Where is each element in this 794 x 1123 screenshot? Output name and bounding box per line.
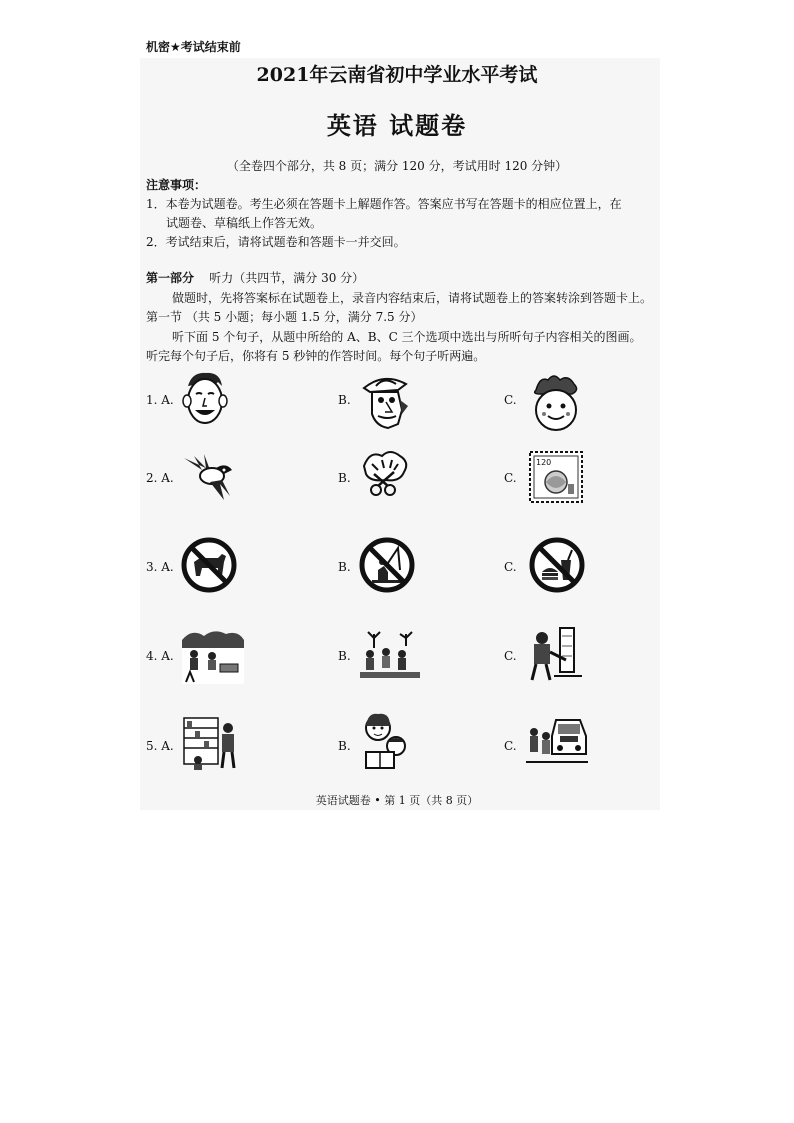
q2-option-b-label: B. <box>338 471 351 485</box>
q5-option-b-label: B. <box>338 739 351 753</box>
section1-directions: 听下面 5 个句子，从题中所给的 A、B、C 三个选项中选出与所听句子内容相关的图画。 <box>172 330 642 344</box>
q4-option-a-label: 4. A. <box>146 649 174 663</box>
q1-a-smiling-man-face-icon <box>180 368 228 430</box>
part1-label: 第一部分 <box>146 271 195 285</box>
part1-heading <box>146 269 364 286</box>
q1-option-c-label: C. <box>504 393 517 407</box>
notice-item-1-cont: 试题卷、草稿纸上作答无效。 <box>166 216 323 230</box>
part1-instruction: 做题时，先将答案标在试题卷上，录音内容结束后，请将试题卷上的答案转涂到答题卡上。 <box>172 291 653 305</box>
q3-option-a-label: 3. A. <box>146 560 174 574</box>
q1-c-child-with-flower-hat-icon <box>528 372 584 432</box>
q4-option-b-label: B. <box>338 649 351 663</box>
secret-mark: 机密★考试结束前 <box>146 40 241 54</box>
q5-option-c-label: C. <box>504 739 517 753</box>
q3-option-b-label: B. <box>338 560 351 574</box>
q5-option-a-label: 5. A. <box>146 739 174 753</box>
q1-b-man-with-hat-icon <box>358 370 412 434</box>
q1-option-b-label: B. <box>338 393 351 407</box>
q1-option-a-label: 1. A. <box>146 393 174 407</box>
q2-a-swallow-bird-icon <box>180 448 238 506</box>
notice-item-2: 2．考试结束后，请将试题卷和答题卡一并交回。 <box>146 235 406 249</box>
q4-a-family-picnic-scene-icon <box>182 628 244 684</box>
q3-b-no-fishing-sign-icon <box>358 536 416 594</box>
q3-c-no-food-or-drink-sign-icon <box>528 536 586 594</box>
stamp-value: 120 <box>536 458 552 467</box>
q2-b-scissors-and-paper-flower-icon <box>356 446 412 504</box>
q3-a-no-dogs-sign-icon <box>180 536 238 594</box>
section1-heading: 第一节 （共 5 小题；每小题 1.5 分，满分 7.5 分） <box>146 310 423 324</box>
section1-directions-cont: 听完每个句子后，你将有 5 秒钟的作答时间。每个句子听两遍。 <box>146 349 486 363</box>
paper-title: 英语 试题卷 <box>326 111 468 140</box>
q2-option-a-label: 2. A. <box>146 471 174 485</box>
part1-label-rest: 听力（共四节，满分 30 分） <box>209 271 365 285</box>
q4-option-c-label: C. <box>504 649 517 663</box>
notice-heading: 注意事项： <box>146 178 207 192</box>
exam-description: （全卷四个部分，共 8 页；满分 120 分，考试用时 120 分钟） <box>226 159 568 173</box>
q5-c-people-at-car-icon <box>526 714 588 772</box>
q2-option-c-label: C. <box>504 471 517 485</box>
exam-title: 2021年云南省初中学业水平考试 <box>256 64 538 86</box>
q5-a-shopping-in-store-icon <box>182 714 238 772</box>
q4-b-children-planting-trees-icon <box>360 628 420 684</box>
q2-c-postage-stamp-icon <box>528 450 584 504</box>
q3-option-c-label: C. <box>504 560 517 574</box>
page-footer: 英语试题卷 • 第 1 页（共 8 页） <box>315 794 479 807</box>
q4-c-man-cutting-tree-icon <box>526 626 582 684</box>
q5-b-mother-reading-with-child-icon <box>356 712 414 772</box>
notice-item-1: 1．本卷为试题卷。考生必须在答题卡上解题作答。答案应书写在答题卡的相应位置上，在 <box>146 197 622 211</box>
